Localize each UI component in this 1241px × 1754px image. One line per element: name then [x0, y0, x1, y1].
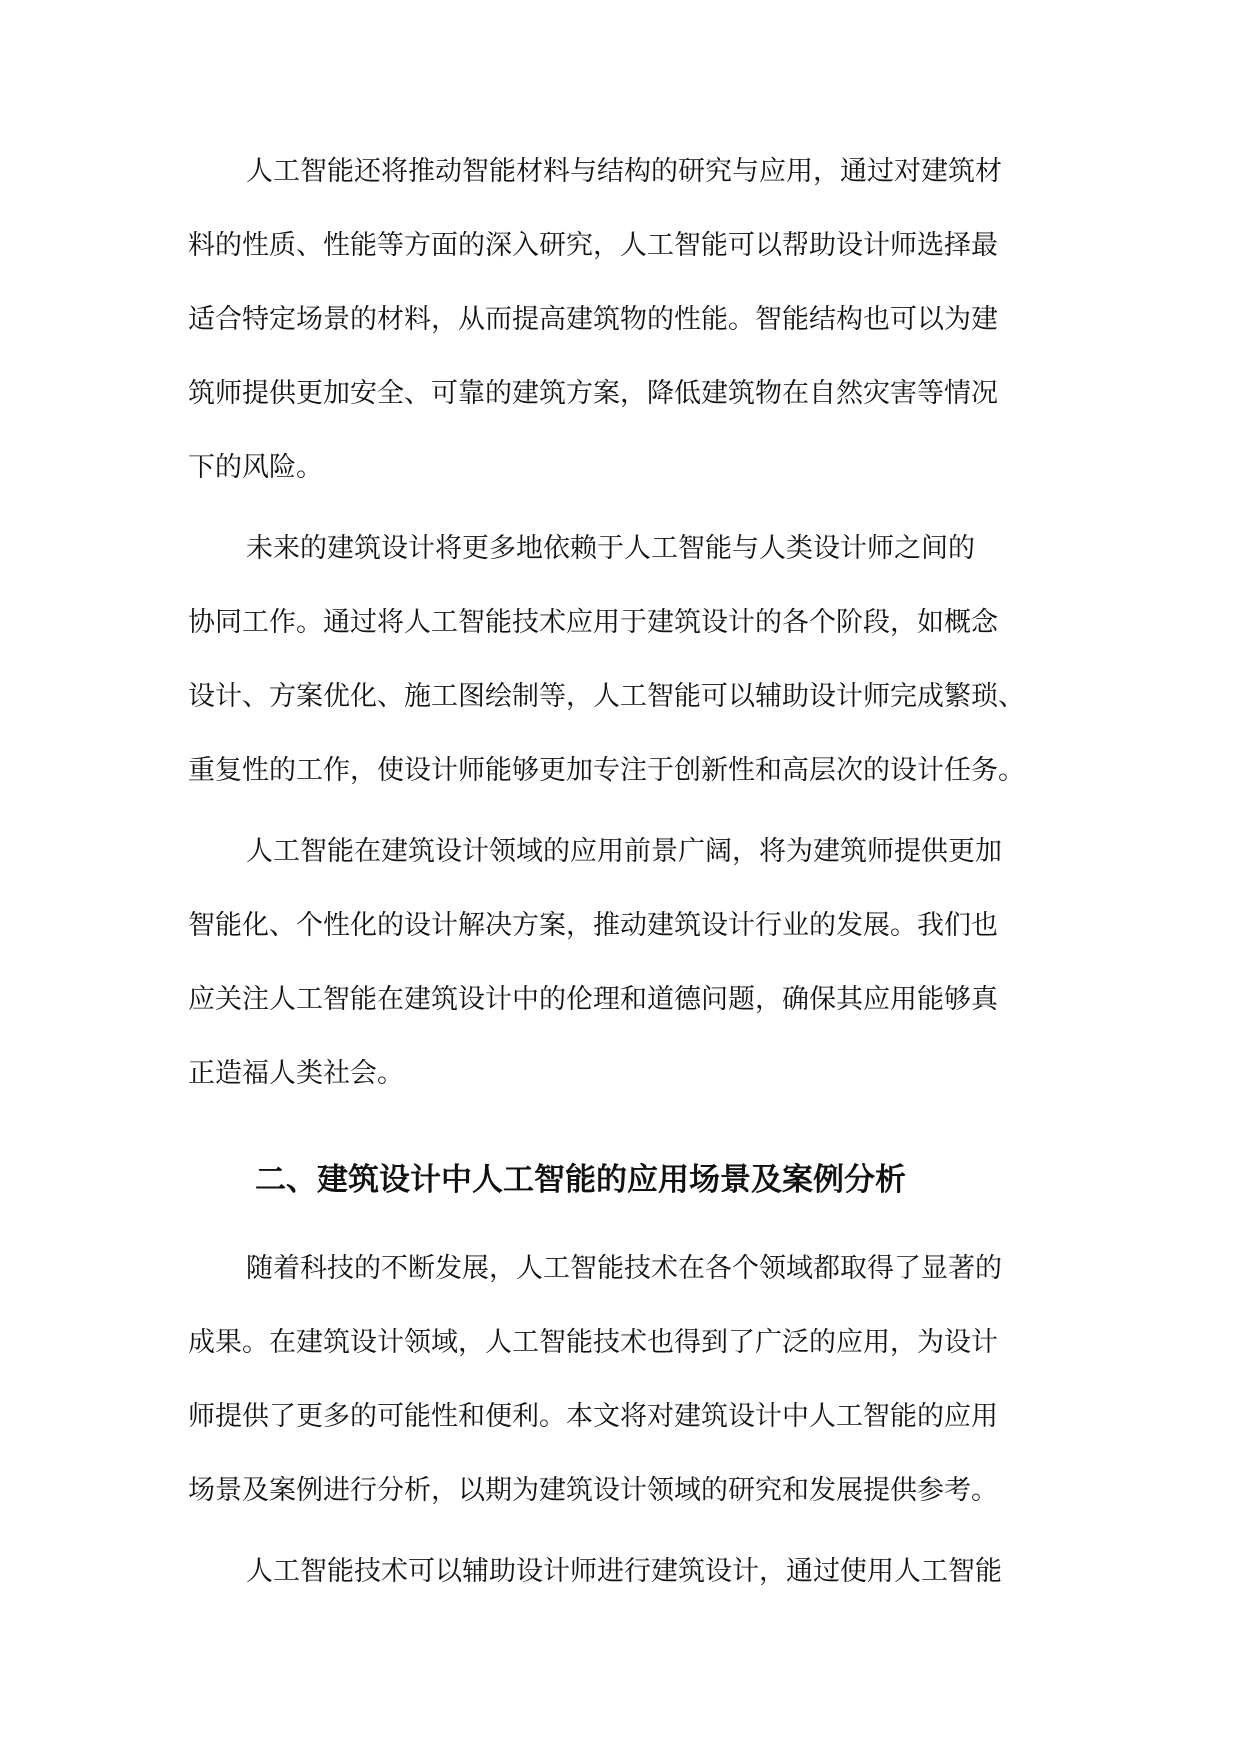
paragraph-3-line-1: 人工智能在建筑设计领域的应用前景广阔，将为建筑师提供更加 — [246, 836, 1002, 867]
paragraph-3-line-4: 正造福人类社会。 — [188, 1058, 404, 1089]
paragraph-4-line-2: 成果。在建筑设计领域，人工智能技术也得到了广泛的应用，为设计 — [188, 1327, 998, 1358]
paragraph-1-line-5: 下的风险。 — [188, 452, 323, 483]
paragraph-1-line-3: 适合特定场景的材料，从而提高建筑物的性能。智能结构也可以为建 — [188, 304, 998, 335]
paragraph-4-line-1: 随着科技的不断发展，人工智能技术在各个领域都取得了显著的 — [246, 1253, 1002, 1284]
paragraph-2-line-4: 重复性的工作，使设计师能够更加专注于创新性和高层次的设计任务。 — [188, 755, 1025, 786]
section-heading: 二、建筑设计中人工智能的应用场景及案例分析 — [255, 1162, 906, 1198]
paragraph-1-line-2: 料的性质、性能等方面的深入研究，人工智能可以帮助设计师选择最 — [188, 230, 998, 261]
paragraph-4-line-3: 师提供了更多的可能性和便利。本文将对建筑设计中人工智能的应用 — [188, 1401, 998, 1432]
paragraph-2-line-3: 设计、方案优化、施工图绘制等，人工智能可以辅助设计师完成繁琐、 — [188, 681, 1025, 712]
paragraph-4-line-4: 场景及案例进行分析，以期为建筑设计领域的研究和发展提供参考。 — [188, 1475, 998, 1506]
paragraph-1-line-4: 筑师提供更加安全、可靠的建筑方案，降低建筑物在自然灾害等情况 — [188, 378, 998, 409]
paragraph-2-line-2: 协同工作。通过将人工智能技术应用于建筑设计的各个阶段，如概念 — [188, 607, 998, 638]
paragraph-2-line-1: 未来的建筑设计将更多地依赖于人工智能与人类设计师之间的 — [246, 533, 975, 564]
paragraph-1-line-1: 人工智能还将推动智能材料与结构的研究与应用，通过对建筑材 — [246, 156, 1002, 187]
paragraph-5-line-1: 人工智能技术可以辅助设计师进行建筑设计，通过使用人工智能 — [246, 1556, 1002, 1587]
paragraph-3-line-2: 智能化、个性化的设计解决方案，推动建筑设计行业的发展。我们也 — [188, 910, 998, 941]
paragraph-3-line-3: 应关注人工智能在建筑设计中的伦理和道德问题，确保其应用能够真 — [188, 984, 998, 1015]
